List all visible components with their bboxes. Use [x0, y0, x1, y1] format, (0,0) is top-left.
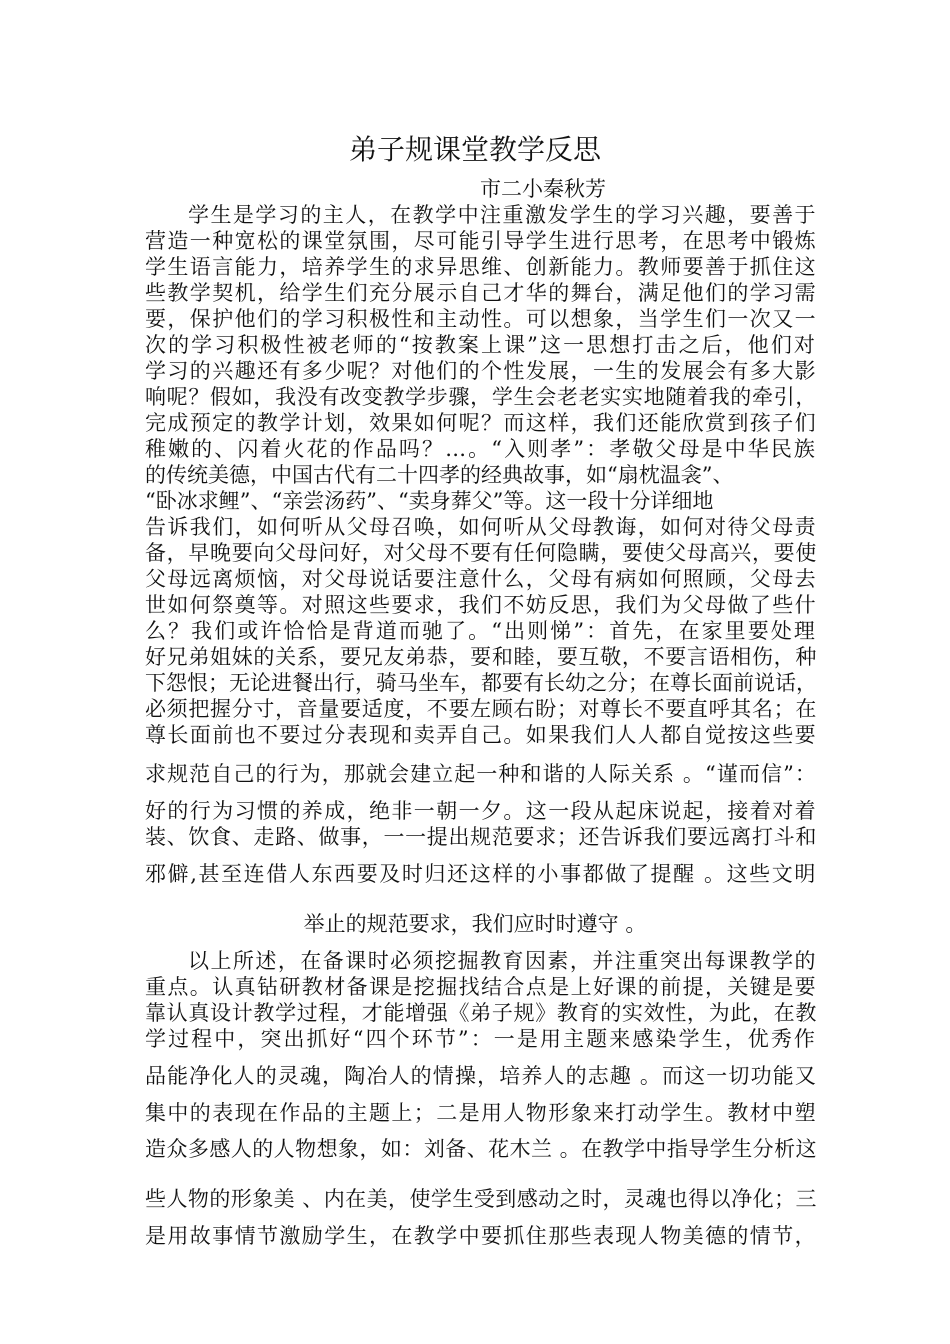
paragraph-line: 以上所述，在备课时必须挖掘教育因素，并注重突出每课教学的	[188, 949, 817, 973]
paragraph-line: 营造一种宽松的课堂氛围，尽可能引导学生进行思考，在思考中锻炼	[145, 229, 817, 253]
paragraph-line: 次的学习积极性被老师的“按教案上课”这一思想打击之后，他们对	[145, 333, 817, 357]
paragraph-line: “卧冰求鲤”、“亲尝汤药”、“卖身葬父”等。这一段十分详细地	[145, 489, 714, 513]
paragraph-line: 重点。认真钻研教材备课是挖掘找结合点是上好课的前提，关键是要	[145, 975, 817, 999]
paragraph-line: 完成预定的教学计划，效果如何呢？而这样，我们还能欣赏到孩子们	[145, 411, 817, 435]
paragraph-line: 些人物的形象美 、内在美，使学生受到感动之时，灵魂也得以净化；三	[145, 1187, 817, 1211]
paragraph-line: 好的行为习惯的养成，绝非一朝一夕。这一段从起床说起，接着对着	[145, 799, 817, 823]
paragraph-line: 必须把握分寸，音量要适度，不要左顾右盼；对尊长不要直呼其名；在	[145, 697, 817, 721]
paragraph-line: 响呢？假如，我没有改变教学步骤，学生会老老实实地随着我的牵引，	[145, 385, 817, 409]
paragraph-line: 么？我们或许恰恰是背道而驰了。“出则悌”：首先，在家里要处理	[145, 619, 817, 643]
paragraph-line: 备，早晚要向父母问好，对父母不要有任何隐瞒，要使父母高兴，要使	[145, 541, 817, 565]
paragraph-line: 学过程中，突出抓好“四个环节”：一是用主题来感染学生，优秀作	[145, 1027, 817, 1051]
document-author: 市二小秦秋芳	[480, 177, 606, 201]
paragraph-line: 学生语言能力，培养学生的求异思维、创新能力。教师要善于抓住这	[145, 255, 817, 279]
paragraph-line: 世如何祭奠等。对照这些要求，我们不妨反思，我们为父母做了些什	[145, 593, 817, 617]
paragraph-line: 学生是学习的主人，在教学中注重激发学生的学习兴趣，要善于	[188, 203, 817, 227]
paragraph-line: 些教学契机，给学生们充分展示自己才华的舞台，满足他们的学习需	[145, 281, 817, 305]
paragraph-line: 下怨恨；无论进餐出行，骑马坐车，都要有长幼之分；在尊长面前说话，	[145, 671, 817, 695]
paragraph-line: 造众多感人的人物想象，如：刘备、花木兰 。在教学中指导学生分析这	[145, 1137, 817, 1161]
paragraph-line: 是用故事情节激励学生，在教学中要抓住那些表现人物美德的情节，	[145, 1224, 817, 1248]
paragraph-line: 邪僻,甚至连借人东西要及时归还这样的小事都做了提醒 。这些文明	[145, 862, 817, 886]
paragraph-line: 靠认真设计教学过程，才能增强《弟子规》教育的实效性，为此，在教	[145, 1001, 817, 1025]
paragraph-line: 稚嫩的、闪着火花的作品吗？…。“入则孝”：孝敬父母是中华民族	[145, 437, 817, 461]
paragraph-line: 好兄弟姐妹的关系，要兄友弟恭，要和睦，要互敬，不要言语相伤，种	[145, 645, 817, 669]
paragraph-line: 的传统美德，中国古代有二十四孝的经典故事，如“扇枕温衾”、	[145, 463, 734, 487]
document-title: 弟子规课堂教学反思	[348, 133, 601, 166]
paragraph-line: 品能净化人的灵魂，陶冶人的情操，培养人的志趣 。而这一切功能又	[145, 1064, 817, 1088]
paragraph-line: 要，保护他们的学习积极性和主动性。可以想象，当学生们一次又一	[145, 307, 817, 331]
paragraph-line: 集中的表现在作品的主题上；二是用人物形象来打动学生。教材中塑	[145, 1101, 817, 1125]
paragraph-line: 学习的兴趣还有多少呢？对他们的个性发展，一生的发展会有多大影	[145, 359, 817, 383]
paragraph-line: 父母远离烦恼，对父母说话要注意什么，父母有病如何照顾，父母去	[145, 567, 817, 591]
paragraph-line: 装、饮食、走路、做事，一一提出规范要求；还告诉我们要远离打斗和	[145, 825, 817, 849]
paragraph-line: 告诉我们，如何听从父母召唤，如何听从父母教诲，如何对待父母责	[145, 515, 817, 539]
paragraph-line-centered: 举止的规范要求，我们应时时遵守 。	[303, 912, 647, 936]
paragraph-line: 尊长面前也不要过分表现和卖弄自己。如果我们人人都自觉按这些要	[145, 723, 817, 747]
paragraph-line: 求规范自己的行为，那就会建立起一种和谐的人际关系 。“谨而信”：	[145, 762, 817, 786]
